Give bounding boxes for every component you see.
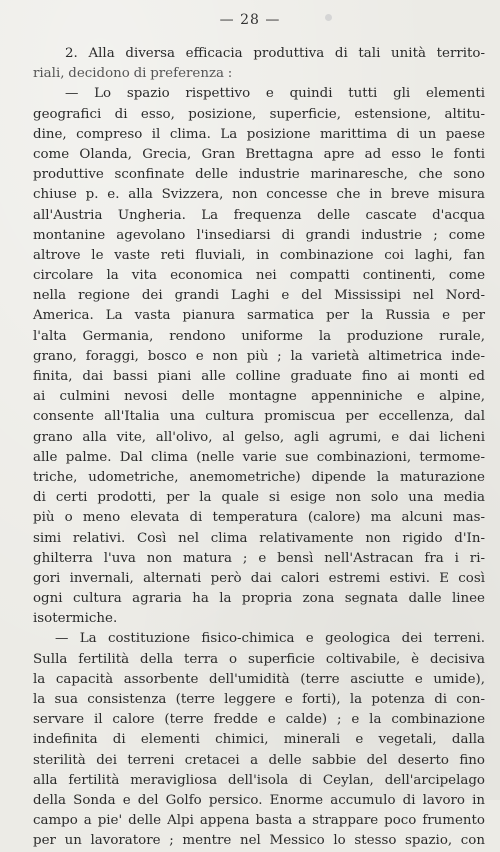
text-line: riali, decidono di preferenza : bbox=[33, 66, 233, 82]
page-number: — 28 — bbox=[219, 12, 281, 28]
text-line: l'alta Germania, rendono uniforme la produzione rurale, bbox=[33, 328, 485, 344]
text-line: triche, udometriche, anemometriche) dipende la maturazione bbox=[33, 469, 485, 485]
text-line: sterilità dei terreni cretacei a delle sabbie del deserto fino bbox=[33, 752, 485, 768]
text-line: chiuse p. e. alla Svizzera, non concesse che in breve misura bbox=[33, 187, 485, 203]
body-text bbox=[33, 44, 485, 852]
text-line: ghilterra l'uva non matura ; e bensì nell'Astracan fra i ri- bbox=[33, 550, 485, 566]
text-line: alla fertilità meravigliosa dell'isola di Ceylan, dell'arcipelago bbox=[33, 772, 485, 788]
text-line: per un lavoratore ; mentre nel Messico lo stesso spazio, con bbox=[33, 833, 485, 849]
text-line: ogni cultura agraria ha la propria zona segnata dalle linee bbox=[33, 591, 485, 607]
text-line: ai culmini nevosi delle montagne appenniniche e alpine, bbox=[33, 389, 485, 405]
text-line: all'Austria Ungheria. La frequenza delle cascate d'acqua bbox=[33, 207, 485, 223]
text-line: isotermiche. bbox=[33, 611, 118, 627]
text-line: Sulla fertilità della terra o superficie coltivabile, è decisiva bbox=[33, 651, 485, 667]
ink-speck bbox=[325, 14, 332, 21]
text-line: finita, dai bassi piani alle colline graduate fino ai monti ed bbox=[33, 369, 485, 384]
text-line: della Sonda e del Golfo persico. Enorme accumulo di lavoro in bbox=[33, 792, 485, 808]
text-line: altrove le vaste reti fluviali, in combinazione coi laghi, fan bbox=[33, 247, 485, 263]
text-line: indefinita di elementi chimici, minerali e vegetali, dalla bbox=[33, 732, 485, 748]
text-line: consente all'Italia una cultura promiscua per eccellenza, dal bbox=[33, 409, 485, 425]
text-line: gori invernali, alternati però dai calori estremi estivi. E così bbox=[33, 570, 485, 586]
text-line: di certi prodotti, per la quale si esige non solo una media bbox=[33, 490, 485, 506]
text-line: 2. Alla diversa efficacia produttiva di tali unità territo- bbox=[65, 46, 485, 61]
text-line: — Lo spazio rispettivo e quindi tutti gli elementi bbox=[65, 86, 485, 102]
text-line: geografici di esso, posizione, superficie, estensione, altitu- bbox=[33, 106, 485, 122]
text-line: più o meno elevata di temperatura (calore) ma alcuni mas- bbox=[33, 510, 485, 526]
text-line: dine, compreso il clima. La posizione marittima di un paese bbox=[33, 126, 485, 142]
text-line: servare il calore (terre fredde e calde) ; e la combinazione bbox=[33, 712, 485, 728]
text-line: campo a pie' delle Alpi appena basta a strappare poco frumento bbox=[33, 813, 485, 829]
text-line: America. La vasta pianura sarmatica per la Russia e per bbox=[33, 308, 485, 324]
text-line: nella regione dei grandi Laghi e del Mississipi nel Nord- bbox=[33, 288, 485, 304]
text-line: simi relativi. Così nel clima relativamente non rigido d'In- bbox=[33, 530, 485, 546]
text-line: come Olanda, Grecia, Gran Brettagna apre ad esso le fonti bbox=[33, 146, 485, 162]
text-line-section-heading: — La costituzione fisico-chimica e geologica dei terreni. bbox=[55, 631, 485, 647]
text-line: circolare la vita economica nei compatti continenti, come bbox=[33, 268, 485, 284]
text-line: alle palme. Dal clima (nelle varie sue combinazioni, termome- bbox=[33, 449, 485, 465]
text-line: grano alla vite, all'olivo, al gelso, agli agrumi, e dai licheni bbox=[33, 429, 485, 445]
text-line: la sua consistenza (terre leggere e forti), la potenza di con- bbox=[33, 692, 485, 707]
text-line: la capacità assorbente dell'umidità (terre asciutte e umide), bbox=[33, 671, 485, 687]
text-line: produttive sconfinate delle industrie marinaresche, che sono bbox=[33, 167, 485, 183]
text-line: grano, foraggi, bosco e non più ; la varietà altimetrica inde- bbox=[33, 348, 485, 364]
text-line: montanine agevolano l'insediarsi di grandi industrie ; come bbox=[33, 227, 485, 243]
